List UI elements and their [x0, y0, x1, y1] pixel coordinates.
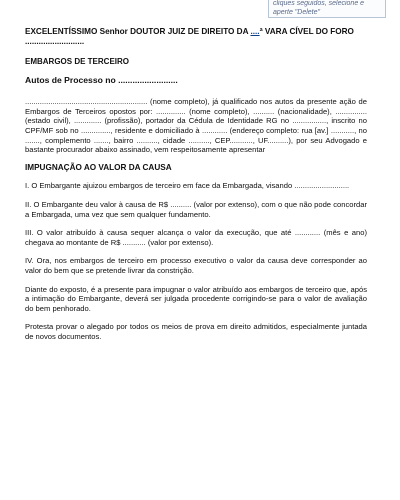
section-paragraph: IV. Ora, nos embargos de terceiro em processo executivo o valor da causa deve corresponder ao valor do bem que se pretende livrar da constrição. — [25, 256, 367, 275]
heading-blank-field[interactable]: .... — [250, 27, 260, 36]
autos-line: Autos de Processo no ......................... — [25, 74, 178, 85]
instruction-tooltip — [268, 0, 386, 18]
heading-pre: EXCELENTÍSSIMO Senhor DOUTOR JUIZ DE DIREITO DA — [25, 27, 251, 36]
impugnacao-title: IMPUGNAÇÃO AO VALOR DA CAUSA — [25, 162, 172, 172]
section-paragraph: III. O valor atribuído à causa sequer alcança o valor da execução, que até ............ (mês e ano) chegava ao montante de R$ ........... (valor por extenso). — [25, 228, 367, 247]
heading-post: ª VARA CÍVEL DO FORO .......................... — [25, 27, 354, 46]
section-paragraph: II. O Embargante deu valor à causa de R$ .......... (valor por extenso), com o que não pode concordar a Embargada, uma vez que sem qualquer fundamento. — [25, 199, 367, 219]
section-paragraph: Diante do exposto, é a presente para impugnar o valor atribuído aos embargos de terceiro que, após a intimação do Embargante, deverá ser julgada procedente corrigindo-se para o valor de avaliação do bem penhorado. — [25, 284, 367, 313]
tooltip-text: cliques seguidos, selecione e aperte "Delete" — [273, 0, 365, 16]
qualification-paragraph: .......................................................... (nome completo), já qualificado nos autos da presente ação de Embargos de Terceiros opostos por: .............. (nome completo), .......... (nacionalidade), ............... (estado civil), ............. (profissão), portador da Cédula de Identidade RG no ................, inscrito no CPF/MF sob no .............., residente e domiciliado à ............ (endereço completo: rua [av.] ..........., no ......., complemento ......., bairro .........., cidade .........., CEP..........., UF..........), por seu Advogado e bastante procurador abaixo assinado, vem respeitosamente apresentar — [25, 97, 367, 155]
section-paragraph: I. O Embargante ajuizou embargos de terceiro em face da Embargada, visando .......................... — [25, 181, 350, 191]
document-heading — [25, 27, 367, 47]
document-body — [25, 27, 367, 350]
document-subtitle: EMBARGOS DE TERCEIRO — [25, 57, 130, 66]
section-paragraph: Protesta provar o alegado por todos os meios de prova em direito admitidos, especialmente juntada de novos documentos. — [25, 322, 367, 341]
